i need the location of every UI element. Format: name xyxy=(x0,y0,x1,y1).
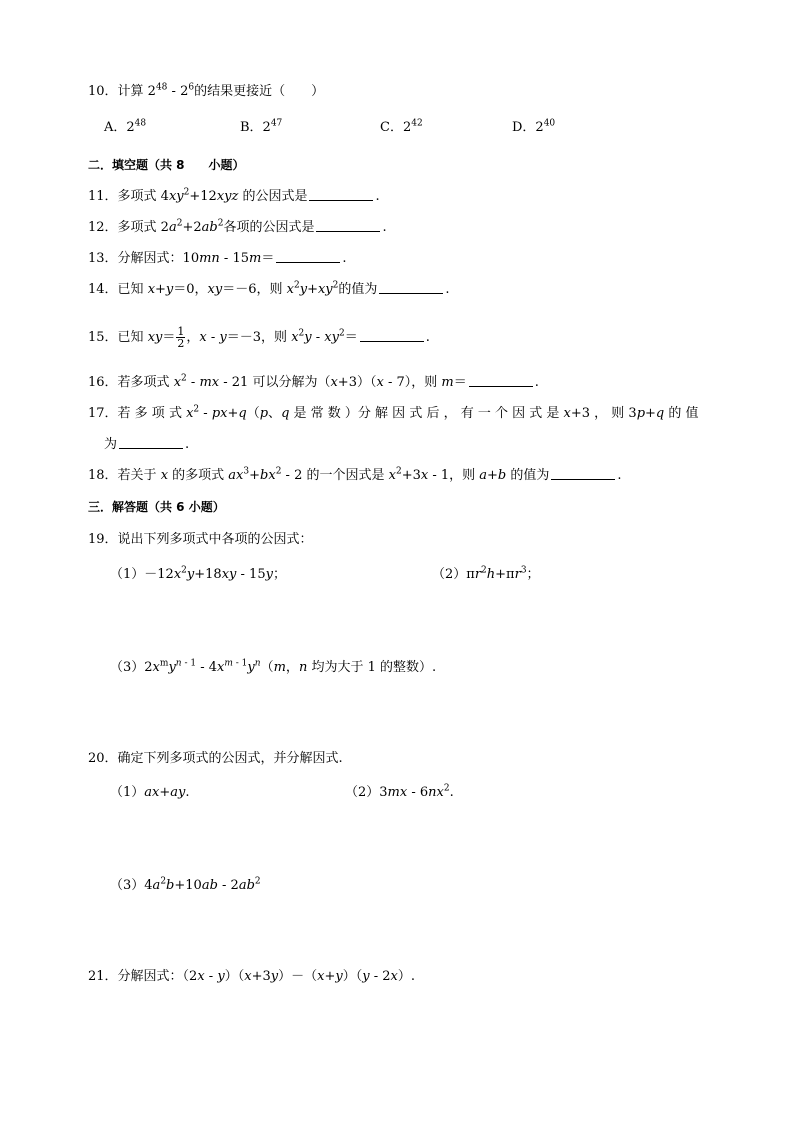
q-text: ）－（ xyxy=(278,969,318,984)
q-text: 分解因式：（2 xyxy=(117,969,198,984)
q-var: ab xyxy=(201,220,218,235)
q-text: - 2 的一个因式是 xyxy=(281,468,389,483)
q-var: n xyxy=(254,658,261,669)
q-number: 14． xyxy=(88,282,118,297)
q-var: a+b xyxy=(479,468,507,483)
q-text: - xyxy=(204,969,218,984)
option-exp: 40 xyxy=(543,118,556,129)
q-text: ＝ xyxy=(344,330,358,345)
option-label: C．2 xyxy=(380,120,412,135)
q-var: n xyxy=(175,658,182,669)
answer-blank[interactable] xyxy=(469,374,533,387)
q-text: +3 xyxy=(251,969,271,984)
q-var: mx xyxy=(199,375,220,390)
q-text: . xyxy=(617,468,622,483)
option-label: A．2 xyxy=(104,120,135,135)
q-var: x xyxy=(186,406,194,421)
q-var: bx xyxy=(260,468,276,483)
q-text: +3 ， 则 3 xyxy=(570,406,637,421)
q-var: m xyxy=(273,660,286,675)
q-var: x xyxy=(420,468,429,483)
q-var: ab xyxy=(201,878,218,893)
q-var: r xyxy=(514,567,521,582)
q-text: 为 xyxy=(104,437,118,452)
q-text: - 15 xyxy=(236,567,266,582)
q-var: m xyxy=(441,375,454,390)
q-text: +10 xyxy=(174,878,202,893)
q-text: 若关于 xyxy=(117,468,161,483)
q-number: 21． xyxy=(88,969,118,984)
q-text: ＝－3，则 xyxy=(226,330,292,345)
q10-text: - 2 xyxy=(167,84,189,99)
q-var: ab xyxy=(238,878,255,893)
q-text: 的公因式是 xyxy=(238,189,308,204)
q-exp xyxy=(224,659,247,669)
q-text: 确定下列多项式的公因式，并分解因式. xyxy=(117,751,343,766)
q-exp: 2 xyxy=(332,280,339,291)
q-text: （1） xyxy=(110,785,145,800)
q-exp: m xyxy=(159,658,169,669)
q-var: r xyxy=(474,567,482,582)
question-10 xyxy=(88,83,324,101)
q-text: （ xyxy=(260,660,274,675)
q-text: - 1 xyxy=(232,658,248,669)
q20-part1 xyxy=(110,781,190,800)
answer-blank[interactable] xyxy=(551,467,615,480)
q-text: ＝－6，则 xyxy=(222,282,287,297)
question-20 xyxy=(88,750,343,768)
q-var: p xyxy=(259,406,269,421)
q-text: - xyxy=(186,375,200,390)
q19-part2 xyxy=(432,563,540,582)
q-text: . xyxy=(445,282,450,297)
q-text: ； xyxy=(526,567,540,582)
fraction-numerator: 1 xyxy=(177,325,185,338)
fraction-denominator: 2 xyxy=(177,337,185,350)
q-text: - 15 xyxy=(219,251,249,266)
q-var: ax+ay xyxy=(144,785,186,800)
q-exp: 2 xyxy=(181,373,187,384)
q-var: x+y xyxy=(317,969,343,984)
option-exp: 48 xyxy=(134,118,147,129)
q-var: x xyxy=(197,969,205,984)
q-var: px+q xyxy=(211,406,247,421)
option-label: B．2 xyxy=(240,120,271,135)
q-number: 13． xyxy=(88,251,118,266)
q-var: m xyxy=(224,658,233,669)
q-text: ＝0， xyxy=(173,282,208,297)
answer-blank[interactable] xyxy=(309,188,373,201)
q-text: （ xyxy=(246,406,260,421)
q-text: （2）3 xyxy=(345,785,388,800)
q-exp: 2 xyxy=(443,783,450,794)
q-var: x xyxy=(388,468,396,483)
q-text: . xyxy=(375,189,380,204)
q-text: ）（ xyxy=(224,969,245,984)
q20-part2 xyxy=(345,781,454,800)
answer-blank[interactable] xyxy=(276,250,340,263)
q10-text: 计算 2 xyxy=(117,84,156,99)
q-var: b xyxy=(166,878,175,893)
q-exp: 2 xyxy=(193,404,200,415)
q-text: - 1，则 xyxy=(428,468,480,483)
q-var: y+xy xyxy=(299,282,333,297)
q-var: x+y xyxy=(147,282,174,297)
q-text: 若 多 项 式 xyxy=(117,406,187,421)
q-var: xyz xyxy=(216,189,239,204)
q-exp: 2 xyxy=(160,876,167,887)
q-var: x xyxy=(244,969,252,984)
q-text: - 2 xyxy=(217,878,239,893)
q-exp: 2 xyxy=(181,565,187,576)
q-number: 19． xyxy=(88,532,118,547)
q-text: . xyxy=(534,375,539,390)
q19-part1 xyxy=(110,563,286,582)
question-17-line2 xyxy=(104,436,189,454)
q-var: x xyxy=(291,330,299,345)
q-var: m xyxy=(249,251,262,266)
q-text: +π xyxy=(495,567,515,582)
q-text: - 1 xyxy=(181,658,197,669)
q-text: ＝ xyxy=(453,375,467,390)
q10-text: 的结果更接近（ ） xyxy=(194,84,325,99)
q-text: ）（ xyxy=(342,969,363,984)
q19-part3 xyxy=(110,656,436,675)
section-heading-fill-in: 二．填空题（共 8 小题） xyxy=(88,158,245,172)
q-exp: 2 xyxy=(293,280,300,291)
q-exp: 2 xyxy=(275,466,282,477)
q-var: y xyxy=(265,567,273,582)
q-exp: 3 xyxy=(520,565,527,576)
q-var: y xyxy=(217,969,225,984)
q-number: 17． xyxy=(88,406,118,421)
option-label: D．2 xyxy=(512,120,544,135)
q-text: 分解因式：10 xyxy=(117,251,200,266)
q-text: （3）4 xyxy=(110,878,153,893)
q-text: +18 xyxy=(194,567,222,582)
question-15 xyxy=(88,326,430,349)
question-21 xyxy=(88,968,415,986)
answer-blank[interactable] xyxy=(316,219,380,232)
q-var: n xyxy=(298,660,308,675)
q-text: 是 常 数 ）分 解 因 式 后 ， 有 一 个 因 式 是 xyxy=(289,406,564,421)
q-var: y xyxy=(168,660,176,675)
q-text: （3）2 xyxy=(110,660,153,675)
q-var: xy xyxy=(207,282,223,297)
q-exp: 2 xyxy=(481,565,487,576)
q-text: - xyxy=(199,406,212,421)
question-18 xyxy=(88,467,622,485)
q-var: p+q xyxy=(636,406,665,421)
q-text: 多项式 4 xyxy=(117,189,169,204)
q-var: y xyxy=(362,969,370,984)
q-var: x xyxy=(563,406,571,421)
q-text: - 21 可以分解为（ xyxy=(219,375,331,390)
q-text: - 7），则 xyxy=(383,375,442,390)
option-c[interactable] xyxy=(380,116,423,135)
q-text: 的值为 xyxy=(338,282,378,297)
question-12 xyxy=(88,219,387,237)
q-var: x xyxy=(217,660,225,675)
q-exp xyxy=(176,659,196,669)
q10-number: 10． xyxy=(88,84,118,99)
q-text: 的值为 xyxy=(506,468,550,483)
q-number: 20． xyxy=(88,751,118,766)
q-var: x xyxy=(199,330,207,345)
q-text: 已知 xyxy=(117,282,148,297)
q-var: x xyxy=(390,969,398,984)
option-exp: 47 xyxy=(270,118,283,129)
answer-blank[interactable] xyxy=(360,329,424,342)
question-16 xyxy=(88,374,539,392)
q-text: 已知 xyxy=(117,330,148,345)
q-exp: 2 xyxy=(183,187,190,198)
q-var: y xyxy=(270,969,279,984)
q-text: +3）（ xyxy=(337,375,377,390)
q-text: 多项式 2 xyxy=(117,220,169,235)
q-text: . xyxy=(382,220,387,235)
q-var: xy xyxy=(221,567,237,582)
q-text: 各项的公因式是 xyxy=(223,220,315,235)
q-text: . xyxy=(342,251,347,266)
q-text: - xyxy=(311,330,325,345)
q-var: x xyxy=(286,282,294,297)
question-13 xyxy=(88,250,346,268)
q-text: +3 xyxy=(401,468,421,483)
q-var: xy xyxy=(168,189,184,204)
q-number: 15． xyxy=(88,330,118,345)
fraction xyxy=(176,326,185,349)
q-var: q xyxy=(281,406,290,421)
question-17 xyxy=(88,405,699,423)
q-text: ； xyxy=(272,567,286,582)
q-var: x xyxy=(376,375,384,390)
q-text: ）. xyxy=(397,969,415,984)
q-var: a xyxy=(168,220,177,235)
question-11 xyxy=(88,188,380,206)
q-var: ax xyxy=(228,468,244,483)
q-var: y xyxy=(219,330,227,345)
question-19 xyxy=(88,531,313,549)
q-text: ， xyxy=(285,660,299,675)
q-text: ， xyxy=(186,330,200,345)
option-exp: 42 xyxy=(411,118,423,129)
q-exp: 2 xyxy=(298,328,305,339)
option-d[interactable] xyxy=(512,116,555,135)
question-14 xyxy=(88,281,450,299)
q-var: mx xyxy=(387,785,408,800)
q-number: 11． xyxy=(88,189,118,204)
q-exp: 2 xyxy=(338,328,345,339)
q-var: x xyxy=(330,375,338,390)
q-text: + xyxy=(249,468,261,483)
q-exp: 2 xyxy=(176,218,183,229)
q-var: nx xyxy=(428,785,444,800)
q-number: 12． xyxy=(88,220,118,235)
q-var: a xyxy=(152,878,161,893)
q-text: . xyxy=(185,437,190,452)
q20-part3 xyxy=(110,874,261,893)
answer-blank[interactable] xyxy=(119,436,183,449)
option-a[interactable] xyxy=(104,116,146,135)
q-text: - 6 xyxy=(407,785,429,800)
q-text: ＝ xyxy=(162,330,176,345)
q-text: 若多项式 xyxy=(117,375,174,390)
q10-exp: 6 xyxy=(188,82,195,93)
q-var: x xyxy=(152,660,160,675)
q-text: 均为大于 1 的整数）. xyxy=(307,660,437,675)
q-exp: 3 xyxy=(243,466,250,477)
q-text: （2）π xyxy=(432,567,475,582)
answer-blank[interactable] xyxy=(379,281,443,294)
q-var: xy xyxy=(147,330,163,345)
q-text: 的多项式 xyxy=(168,468,229,483)
q-var: x xyxy=(173,567,182,582)
q-text: . xyxy=(425,330,430,345)
option-b[interactable] xyxy=(240,116,282,135)
q-text: （1）－12 xyxy=(110,567,174,582)
q-var: y xyxy=(247,660,255,675)
q-var: x xyxy=(173,375,182,390)
q-text: 说出下列多项式中各项的公因式： xyxy=(117,532,313,547)
q-text: +12 xyxy=(189,189,217,204)
q-var: y xyxy=(186,567,195,582)
q-var: h xyxy=(486,567,496,582)
q-var: mn xyxy=(199,251,220,266)
q-text: - 4 xyxy=(196,660,218,675)
q-text: . xyxy=(449,785,454,800)
q-var: y xyxy=(304,330,312,345)
q-text: . xyxy=(185,785,190,800)
q-number: 18． xyxy=(88,468,118,483)
q-var: xy xyxy=(324,330,339,345)
section-heading-solve: 三．解答题（共 6 小题） xyxy=(88,500,225,514)
q10-exp: 48 xyxy=(155,82,168,93)
q-exp: 2 xyxy=(217,218,224,229)
q-var: x xyxy=(160,468,169,483)
q-text: 的 值 xyxy=(664,406,699,421)
q-exp: 2 xyxy=(254,876,261,887)
q-exp: 2 xyxy=(395,466,402,477)
q-text: 、 xyxy=(268,406,282,421)
q-number: 16． xyxy=(88,375,118,390)
q-text: - xyxy=(206,330,220,345)
q-text: ＝ xyxy=(261,251,275,266)
q-text: - 2 xyxy=(369,969,391,984)
q-text: +2 xyxy=(182,220,202,235)
